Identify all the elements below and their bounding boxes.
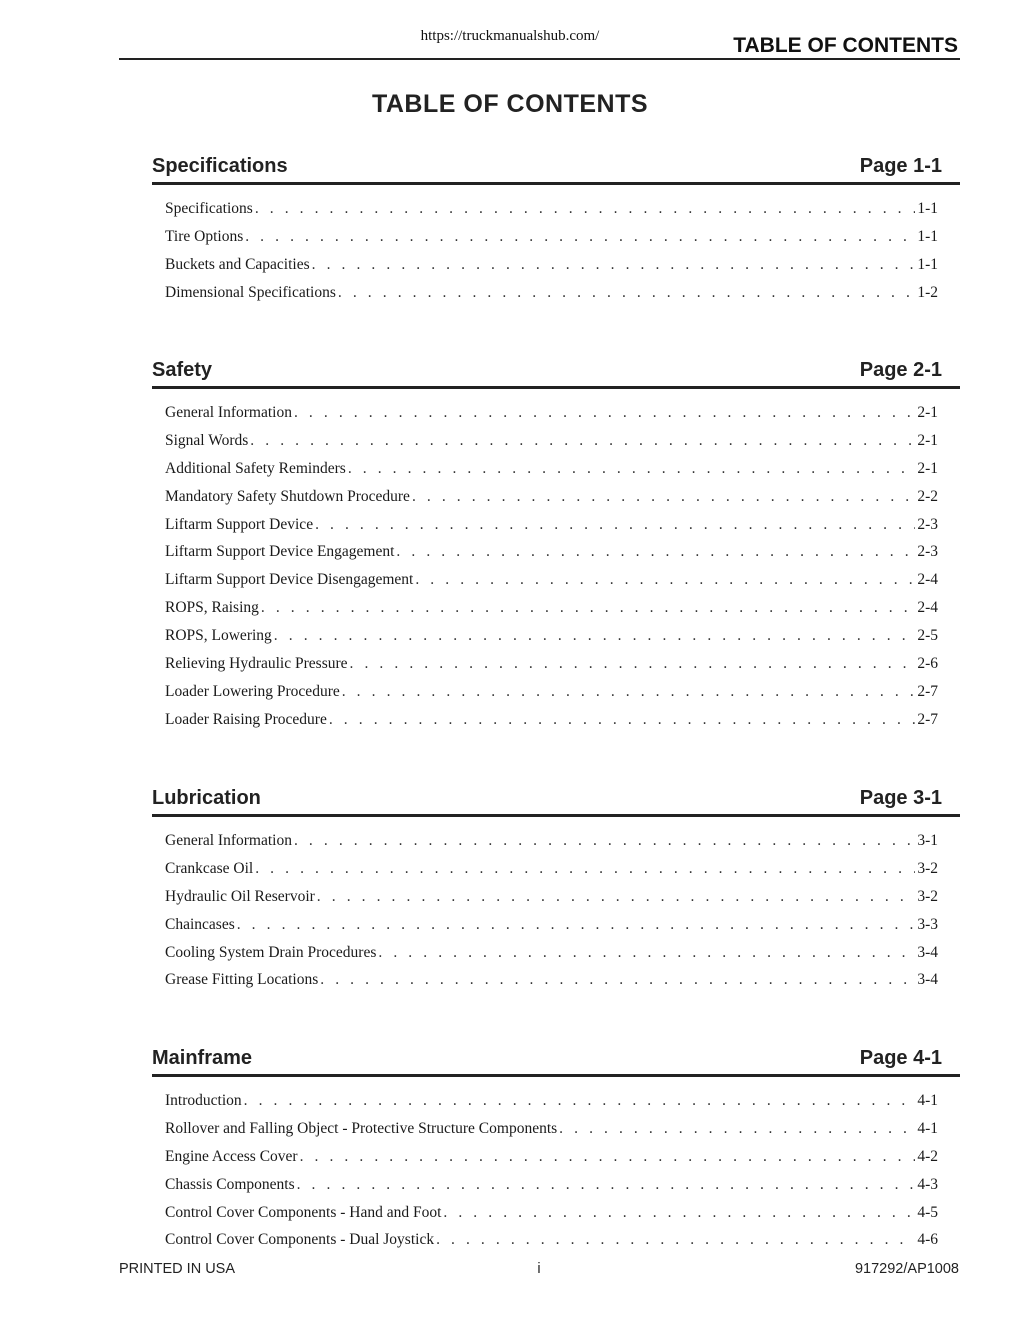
toc-entry-title: Introduction (165, 1092, 242, 1109)
toc-entry-page: 2-6 (917, 655, 938, 673)
toc-entry-title: Dimensional Specifications (165, 283, 336, 301)
page-title: TABLE OF CONTENTS (371, 90, 649, 118)
dot-leader (342, 678, 916, 706)
toc-section-mainframe (152, 1044, 960, 1254)
toc-entry-page: 1-1 (917, 227, 938, 245)
section-heading (152, 784, 960, 817)
toc-entry-title: General Information (165, 404, 292, 421)
toc-entry[interactable] (165, 827, 938, 855)
toc-entry[interactable] (165, 399, 938, 427)
toc-entry[interactable] (165, 538, 938, 566)
toc-entry-title: Specifications (165, 200, 253, 217)
toc-entry[interactable] (165, 883, 938, 911)
section-page-ref: Page 4-1 (859, 1047, 942, 1069)
toc-entry-page: 1-1 (917, 255, 938, 273)
toc-entry-title: Rollover and Falling Object - Protective Structure Components (165, 1119, 558, 1137)
toc-entry-page: 2-7 (917, 710, 938, 728)
toc-entry[interactable] (165, 1171, 938, 1199)
toc-entry-page: 2-2 (917, 487, 938, 505)
dot-leader (412, 483, 915, 511)
toc-entry-title: Chassis Components (165, 1175, 295, 1193)
toc-entry-page: 4-1 (917, 1092, 938, 1109)
dot-leader (415, 566, 915, 594)
toc-entry-title: Liftarm Support Device (165, 515, 314, 533)
section-page-ref: Page 1-1 (859, 155, 942, 177)
toc-entry-page: 2-4 (917, 571, 938, 589)
toc-entry[interactable] (165, 650, 938, 678)
toc-entry[interactable] (165, 1087, 938, 1115)
dot-leader (320, 966, 915, 994)
toc-entry-page: 3-4 (917, 971, 938, 989)
toc-entry-title: Liftarm Support Device Disengagement (165, 571, 414, 589)
toc-entry[interactable] (165, 279, 938, 307)
dot-leader (255, 195, 916, 223)
dot-leader (245, 223, 915, 251)
section-title: Safety (152, 359, 213, 381)
toc-entry-title: Buckets and Capacities (165, 255, 310, 273)
toc-entry-title: Tire Options (165, 227, 244, 245)
dot-leader (378, 939, 915, 967)
section-title: Mainframe (152, 1047, 253, 1069)
toc-entry-page: 1-2 (917, 283, 938, 301)
dot-leader (436, 1226, 915, 1254)
dot-leader (312, 251, 916, 279)
toc-entry-title: Engine Access Cover (165, 1147, 298, 1165)
toc-entry[interactable] (165, 966, 938, 994)
toc-entry-page: 4-1 (917, 1119, 938, 1137)
toc-entry-page: 3-1 (917, 832, 938, 849)
section-heading (152, 356, 960, 389)
section-page-ref: Page 3-1 (859, 787, 942, 809)
toc-entry-page: 2-3 (917, 515, 938, 533)
toc-entry[interactable] (165, 939, 938, 967)
toc-entry-title: Additional Safety Reminders (165, 459, 346, 477)
toc-entry[interactable] (165, 566, 938, 594)
toc-entry-title: Grease Fitting Locations (165, 971, 319, 989)
footer-doc-number: 917292/AP1008 (854, 1261, 959, 1277)
dot-leader (396, 538, 915, 566)
toc-entry[interactable] (165, 1143, 938, 1171)
dot-leader (338, 279, 915, 307)
toc-entry-page: 4-5 (917, 1203, 938, 1221)
toc-entry-page: 2-1 (917, 459, 938, 477)
header-rule (119, 58, 960, 60)
toc-entry[interactable] (165, 706, 938, 734)
dot-leader (329, 706, 915, 734)
section-page-ref: Page 2-1 (859, 359, 942, 381)
toc-entry-page: 2-1 (917, 431, 938, 449)
toc-entry-page: 3-2 (917, 859, 938, 877)
footer-printed-in: PRINTED IN USA (119, 1261, 236, 1277)
toc-entry-title: Control Cover Components - Hand and Foot (165, 1203, 442, 1221)
toc-entry-title: Control Cover Components - Dual Joystick (165, 1231, 435, 1249)
toc-entry-page: 4-6 (917, 1231, 938, 1249)
toc-entry-page: 3-4 (917, 943, 938, 961)
dot-leader (300, 1143, 916, 1171)
toc-entry-list (152, 185, 960, 307)
toc-entry-page: 2-5 (917, 627, 938, 645)
toc-entry-page: 2-7 (917, 682, 938, 700)
toc-entry-title: Relieving Hydraulic Pressure (165, 655, 348, 673)
toc-entry-page: 2-4 (917, 599, 938, 617)
toc-entry-title: Crankcase Oil (165, 859, 254, 877)
toc-entry-page: 2-1 (917, 404, 938, 421)
toc-entry-page: 2-3 (917, 543, 938, 561)
toc-entry[interactable] (165, 195, 938, 223)
dot-leader (261, 594, 915, 622)
toc-entry-title: ROPS, Raising (165, 599, 259, 617)
toc-entry-title: Liftarm Support Device Engagement (165, 543, 395, 561)
toc-entry-title: Signal Words (165, 431, 249, 449)
toc-entry[interactable] (165, 594, 938, 622)
toc-section-safety (152, 356, 960, 734)
toc-entry[interactable] (165, 455, 938, 483)
toc-entry-title: Hydraulic Oil Reservoir (165, 887, 315, 905)
toc-entry-title: ROPS, Lowering (165, 627, 272, 645)
dot-leader (297, 1171, 916, 1199)
dot-leader (559, 1115, 915, 1143)
toc-entry[interactable] (165, 483, 938, 511)
toc-entry-page: 3-3 (917, 915, 938, 933)
toc-entry[interactable] (165, 1226, 938, 1254)
dot-leader (348, 455, 916, 483)
dot-leader (255, 855, 915, 883)
dot-leader (294, 399, 915, 427)
dot-leader (250, 427, 915, 455)
toc-entry-page: 3-2 (917, 887, 938, 905)
dot-leader (244, 1087, 916, 1115)
toc-entry-title: Mandatory Safety Shutdown Procedure (165, 487, 410, 505)
toc-section-lubrication (152, 784, 960, 994)
toc-entry-list (152, 817, 960, 994)
toc-entry[interactable] (165, 855, 938, 883)
toc-entry[interactable] (165, 678, 938, 706)
section-title: Lubrication (152, 787, 261, 809)
toc-entry[interactable] (165, 251, 938, 279)
dot-leader (350, 650, 916, 678)
dot-leader (315, 511, 915, 539)
toc-entry-title: Loader Raising Procedure (165, 710, 327, 728)
toc-entry-page: 4-2 (917, 1147, 938, 1165)
dot-leader (317, 883, 916, 911)
toc-entry-list (152, 1077, 960, 1254)
footer-page-number: i (537, 1261, 541, 1277)
toc-entry-page: 4-3 (917, 1175, 938, 1193)
dot-leader (274, 622, 916, 650)
section-title: Specifications (152, 155, 288, 177)
toc-entry-title: General Information (165, 832, 292, 849)
toc-entry[interactable] (165, 1199, 938, 1227)
toc-entry-title: Cooling System Drain Procedures (165, 943, 377, 961)
toc-entry[interactable] (165, 1115, 938, 1143)
dot-leader (443, 1199, 915, 1227)
toc-entry-page: 1-1 (917, 200, 938, 217)
toc-entry-title: Chaincases (165, 915, 235, 933)
toc-entry[interactable] (165, 427, 938, 455)
toc-entry[interactable] (165, 511, 938, 539)
toc-entry-list (152, 389, 960, 734)
toc-entry[interactable] (165, 622, 938, 650)
running-header-title: TABLE OF CONTENTS (733, 34, 958, 57)
source-url[interactable]: https://truckmanualshub.com/ (420, 28, 600, 44)
toc-section-specifications (152, 152, 960, 307)
toc-entry[interactable] (165, 223, 938, 251)
toc-entry[interactable] (165, 911, 938, 939)
toc-entry-title: Loader Lowering Procedure (165, 682, 340, 700)
dot-leader (294, 827, 915, 855)
section-heading (152, 152, 960, 185)
dot-leader (237, 911, 916, 939)
section-heading (152, 1044, 960, 1077)
